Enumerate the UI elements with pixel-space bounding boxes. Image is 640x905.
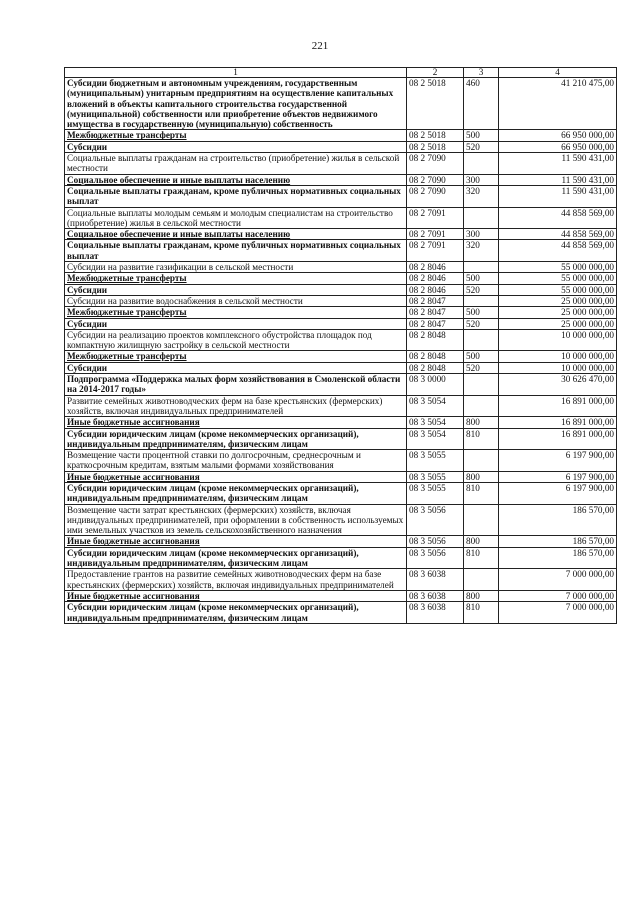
row-name-cell: Субсидии юридическим лицам (кроме некоммерческих организаций), индивидуальным предпринимателям, физическим лицам <box>65 547 407 569</box>
row-amount-cell: 25 000 000,00 <box>499 318 617 329</box>
row-name-cell: Возмещение части процентной ставки по долгосрочным, среднесрочным и краткосрочным кредитам, взятым малыми формами хозяйствования <box>65 450 407 472</box>
row-amount-cell: 10 000 000,00 <box>499 329 617 351</box>
row-amount-cell: 7 000 000,00 <box>499 569 617 591</box>
row-name-cell: Социальное обеспечение и иные выплаты населению <box>65 229 407 240</box>
row-name-cell: Иные бюджетные ассигнования <box>65 590 407 601</box>
table-row <box>65 351 617 362</box>
row-code-cell: 08 3 5056 <box>407 536 464 547</box>
row-code-cell: 08 3 6038 <box>407 590 464 601</box>
table-row <box>65 417 617 428</box>
row-amount-cell: 7 000 000,00 <box>499 602 617 624</box>
row-type-cell <box>464 329 499 351</box>
table-row <box>65 318 617 329</box>
row-code-cell: 08 3 5056 <box>407 504 464 536</box>
row-name-cell: Социальное обеспечение и иные выплаты населению <box>65 174 407 185</box>
row-name-cell: Социальные выплаты гражданам, кроме публичных нормативных социальных выплат <box>65 240 407 262</box>
column-header-code: 2 <box>407 68 464 78</box>
row-amount-cell: 6 197 900,00 <box>499 482 617 504</box>
row-type-cell: 810 <box>464 547 499 569</box>
row-amount-cell: 41 210 475,00 <box>499 78 617 130</box>
row-name-cell: Иные бюджетные ассигнования <box>65 536 407 547</box>
row-code-cell: 08 3 5056 <box>407 547 464 569</box>
row-type-cell <box>464 450 499 472</box>
row-type-cell <box>464 504 499 536</box>
row-code-cell: 08 2 5018 <box>407 141 464 152</box>
table-row <box>65 395 617 417</box>
row-code-cell: 08 3 5054 <box>407 417 464 428</box>
table-row <box>65 450 617 472</box>
row-name-cell: Межбюджетные трансферты <box>65 307 407 318</box>
row-amount-cell: 25 000 000,00 <box>499 307 617 318</box>
table-row <box>65 602 617 624</box>
row-amount-cell: 44 858 569,00 <box>499 207 617 229</box>
table-row <box>65 185 617 207</box>
row-amount-cell: 55 000 000,00 <box>499 262 617 273</box>
row-type-cell <box>464 395 499 417</box>
table-row <box>65 504 617 536</box>
row-type-cell: 800 <box>464 536 499 547</box>
row-name-cell: Социальные выплаты гражданам на строительство (приобретение) жилья в сельской местности <box>65 153 407 175</box>
row-code-cell: 08 2 8046 <box>407 262 464 273</box>
row-name-cell: Межбюджетные трансферты <box>65 273 407 284</box>
row-type-cell <box>464 295 499 306</box>
row-amount-cell: 16 891 000,00 <box>499 417 617 428</box>
row-amount-cell: 16 891 000,00 <box>499 395 617 417</box>
row-name-cell: Социальные выплаты гражданам, кроме публичных нормативных социальных выплат <box>65 185 407 207</box>
table-header-row <box>65 68 617 78</box>
table-row <box>65 536 617 547</box>
table-row <box>65 207 617 229</box>
row-amount-cell: 11 590 431,00 <box>499 185 617 207</box>
row-code-cell: 08 2 7090 <box>407 153 464 175</box>
row-code-cell: 08 2 5018 <box>407 78 464 130</box>
row-amount-cell: 25 000 000,00 <box>499 295 617 306</box>
row-type-cell: 300 <box>464 174 499 185</box>
row-type-cell: 810 <box>464 428 499 450</box>
row-name-cell: Субсидии бюджетным и автономным учреждениям, государственным (муниципальным) унитарным предприятиям на осуществление капитальных вложений в объекты капитального строительства государственной (муниципальной) собственности или приобретение объектов недвижимого имущества в государственную (муниципальную) собственность <box>65 78 407 130</box>
row-type-cell <box>464 153 499 175</box>
row-name-cell: Развитие семейных животноводческих ферм на базе крестьянских (фермерских) хозяйств, включая индивидуальных предпринимателей <box>65 395 407 417</box>
table-row <box>65 284 617 295</box>
row-name-cell: Субсидии <box>65 284 407 295</box>
row-code-cell: 08 2 8047 <box>407 295 464 306</box>
row-amount-cell: 44 858 569,00 <box>499 229 617 240</box>
row-name-cell: Социальные выплаты молодым семьям и молодым специалистам на строительство (приобретение) жилья в сельской местности <box>65 207 407 229</box>
table-row <box>65 362 617 373</box>
page-number: 221 <box>311 40 329 52</box>
table-row <box>65 240 617 262</box>
row-code-cell: 08 3 5055 <box>407 482 464 504</box>
row-amount-cell: 55 000 000,00 <box>499 284 617 295</box>
row-code-cell: 08 3 0000 <box>407 374 464 396</box>
row-amount-cell: 186 570,00 <box>499 547 617 569</box>
row-code-cell: 08 2 8048 <box>407 362 464 373</box>
table-row <box>65 153 617 175</box>
row-code-cell: 08 3 5055 <box>407 450 464 472</box>
row-code-cell: 08 3 6038 <box>407 569 464 591</box>
table-row <box>65 130 617 141</box>
table-row <box>65 78 617 130</box>
row-code-cell: 08 2 8048 <box>407 329 464 351</box>
budget-table-body <box>65 68 617 624</box>
row-amount-cell: 66 950 000,00 <box>499 141 617 152</box>
table-row <box>65 482 617 504</box>
row-type-cell: 800 <box>464 417 499 428</box>
row-type-cell: 520 <box>464 284 499 295</box>
row-type-cell <box>464 569 499 591</box>
row-type-cell: 520 <box>464 362 499 373</box>
row-type-cell: 810 <box>464 482 499 504</box>
row-amount-cell: 6 197 900,00 <box>499 471 617 482</box>
row-type-cell: 800 <box>464 590 499 601</box>
row-name-cell: Подпрограмма «Поддержка малых форм хозяйствования в Смоленской области на 2014-2017 годы» <box>65 374 407 396</box>
row-type-cell: 810 <box>464 602 499 624</box>
table-row <box>65 329 617 351</box>
row-type-cell: 500 <box>464 130 499 141</box>
table-row <box>65 273 617 284</box>
row-name-cell: Субсидии юридическим лицам (кроме некоммерческих организаций), индивидуальным предпринимателям, физическим лицам <box>65 428 407 450</box>
row-type-cell: 520 <box>464 318 499 329</box>
row-code-cell: 08 2 7090 <box>407 185 464 207</box>
row-type-cell: 300 <box>464 229 499 240</box>
row-amount-cell: 11 590 431,00 <box>499 174 617 185</box>
row-amount-cell: 30 626 470,00 <box>499 374 617 396</box>
table-row <box>65 471 617 482</box>
table-row <box>65 590 617 601</box>
row-name-cell: Предоставление грантов на развитие семейных животноводческих ферм на базе крестьянских (фермерских) хозяйств, включая индивидуальных предпринимателей <box>65 569 407 591</box>
row-amount-cell: 16 891 000,00 <box>499 428 617 450</box>
table-row <box>65 374 617 396</box>
row-name-cell: Иные бюджетные ассигнования <box>65 417 407 428</box>
budget-table <box>64 67 617 624</box>
row-amount-cell: 11 590 431,00 <box>499 153 617 175</box>
row-code-cell: 08 3 5054 <box>407 395 464 417</box>
table-row <box>65 295 617 306</box>
row-amount-cell: 55 000 000,00 <box>499 273 617 284</box>
row-code-cell: 08 2 7090 <box>407 174 464 185</box>
row-name-cell: Иные бюджетные ассигнования <box>65 471 407 482</box>
row-type-cell: 320 <box>464 185 499 207</box>
row-code-cell: 08 2 7091 <box>407 240 464 262</box>
row-amount-cell: 10 000 000,00 <box>499 362 617 373</box>
row-name-cell: Субсидии <box>65 318 407 329</box>
row-code-cell: 08 2 8047 <box>407 318 464 329</box>
row-type-cell: 460 <box>464 78 499 130</box>
table-row <box>65 174 617 185</box>
row-amount-cell: 186 570,00 <box>499 504 617 536</box>
row-amount-cell: 6 197 900,00 <box>499 450 617 472</box>
row-code-cell: 08 2 8046 <box>407 273 464 284</box>
row-name-cell: Межбюджетные трансферты <box>65 130 407 141</box>
column-header-name: 1 <box>65 68 407 78</box>
row-type-cell: 520 <box>464 141 499 152</box>
row-name-cell: Субсидии на реализацию проектов комплексного обустройства площадок под компактную жилищную застройку в сельской местности <box>65 329 407 351</box>
row-type-cell <box>464 374 499 396</box>
row-name-cell: Субсидии на развитие газификации в сельской местности <box>65 262 407 273</box>
row-name-cell: Субсидии юридическим лицам (кроме некоммерческих организаций), индивидуальным предпринимателям, физическим лицам <box>65 602 407 624</box>
row-type-cell: 320 <box>464 240 499 262</box>
row-type-cell: 800 <box>464 471 499 482</box>
table-row <box>65 307 617 318</box>
row-code-cell: 08 3 5055 <box>407 471 464 482</box>
row-type-cell: 500 <box>464 351 499 362</box>
row-code-cell: 08 2 5018 <box>407 130 464 141</box>
row-code-cell: 08 2 8046 <box>407 284 464 295</box>
row-name-cell: Субсидии <box>65 362 407 373</box>
row-code-cell: 08 2 7091 <box>407 207 464 229</box>
table-row <box>65 428 617 450</box>
row-type-cell: 500 <box>464 307 499 318</box>
row-name-cell: Межбюджетные трансферты <box>65 351 407 362</box>
column-header-amount: 4 <box>499 68 617 78</box>
table-row <box>65 141 617 152</box>
row-name-cell: Возмещение части затрат крестьянских (фермерских) хозяйств, включая индивидуальных предпринимателей, при оформлении в собственность используемых ими земельных участков из земель сельскохозяйственного назначения <box>65 504 407 536</box>
table-row <box>65 229 617 240</box>
row-code-cell: 08 2 7091 <box>407 229 464 240</box>
row-code-cell: 08 2 8047 <box>407 307 464 318</box>
row-code-cell: 08 3 5054 <box>407 428 464 450</box>
column-header-type: 3 <box>464 68 499 78</box>
row-amount-cell: 7 000 000,00 <box>499 590 617 601</box>
row-code-cell: 08 2 8048 <box>407 351 464 362</box>
row-amount-cell: 186 570,00 <box>499 536 617 547</box>
row-type-cell <box>464 262 499 273</box>
row-name-cell: Субсидии <box>65 141 407 152</box>
table-row <box>65 262 617 273</box>
table-row <box>65 569 617 591</box>
row-amount-cell: 44 858 569,00 <box>499 240 617 262</box>
row-type-cell: 500 <box>464 273 499 284</box>
row-name-cell: Субсидии юридическим лицам (кроме некоммерческих организаций), индивидуальным предпринимателям, физическим лицам <box>65 482 407 504</box>
row-amount-cell: 10 000 000,00 <box>499 351 617 362</box>
row-amount-cell: 66 950 000,00 <box>499 130 617 141</box>
row-type-cell <box>464 207 499 229</box>
row-code-cell: 08 3 6038 <box>407 602 464 624</box>
row-name-cell: Субсидии на развитие водоснабжения в сельской местности <box>65 295 407 306</box>
table-row <box>65 547 617 569</box>
